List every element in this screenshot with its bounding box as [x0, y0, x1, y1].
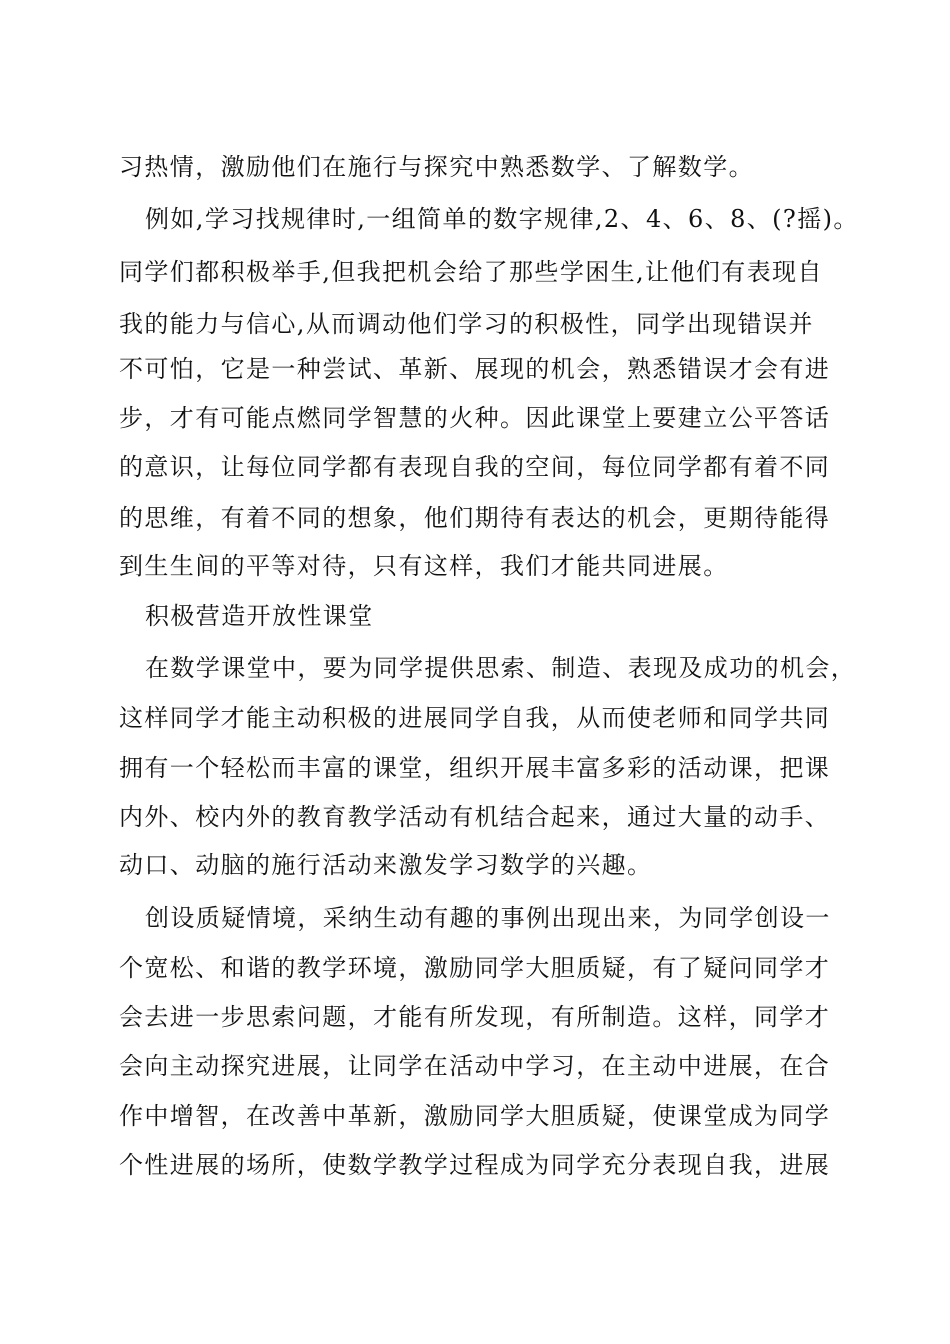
section-heading: 积极营造开放性课堂 [145, 602, 374, 630]
text-line-8: 的思维，有着不同的想象，他们期待有表达的机会，更期待能得 [119, 504, 831, 532]
text-line-2: 例如,学习找规律时,一组简单的数字规律,2、4、6、8、(?摇)。 [145, 205, 859, 233]
text-line-12: 这样同学才能主动积极的进展同学自我，从而使老师和同学共同 [119, 704, 831, 732]
text-line-17: 个宽松、和谐的教学环境，激励同学大胆质疑，有了疑问同学才 [119, 954, 831, 982]
text-line-1: 习热情，激励他们在施行与探究中熟悉数学、了解数学。 [119, 153, 754, 181]
text-line-6: 步，才有可能点燃同学智慧的火种。因此课堂上要建立公平答话 [119, 404, 831, 432]
text-line-5: 不可怕，它是一种尝试、革新、展现的机会，熟悉错误才会有进 [119, 355, 831, 383]
text-line-7: 的意识，让每位同学都有表现自我的空间，每位同学都有着不同 [119, 453, 831, 481]
text-line-3: 同学们都积极举手,但我把机会给了那些学困生,让他们有表现自 [119, 258, 823, 286]
text-line-18: 会去进一步思索问题，才能有所发现，有所制造。这样，同学才 [119, 1003, 831, 1031]
text-line-19: 会向主动探究进展，让同学在活动中学习，在主动中进展，在合 [119, 1052, 831, 1080]
text-line-14: 内外、校内外的教育教学活动有机结合起来，通过大量的动手、 [119, 803, 831, 831]
text-line-4: 我的能力与信心,从而调动他们学习的积极性，同学出现错误并 [119, 310, 814, 338]
text-line-13: 拥有一个轻松而丰富的课堂，组织开展丰富多彩的活动课，把课 [119, 754, 831, 782]
text-line-21: 个性进展的场所，使数学教学过程成为同学充分表现自我，进展 [119, 1151, 831, 1179]
text-line-20: 作中增智，在改善中革新，激励同学大胆质疑，使课堂成为同学 [119, 1102, 831, 1130]
text-line-15: 动口、动脑的施行活动来激发学习数学的兴趣。 [119, 851, 653, 879]
text-line-11: 在数学课堂中，要为同学提供思索、制造、表现及成功的机会， [145, 654, 857, 682]
text-line-9: 到生生间的平等对待，只有这样，我们才能共同进展。 [119, 552, 729, 580]
text-line-16: 创设质疑情境，采纳生动有趣的事例出现出来，为同学创设一 [145, 904, 831, 932]
